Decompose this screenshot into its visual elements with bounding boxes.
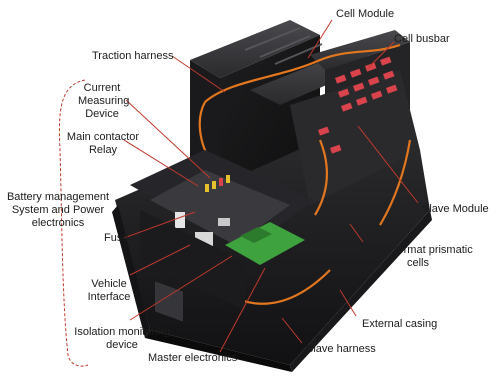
label-traction-harness: Traction harness bbox=[92, 50, 174, 62]
label-current-measuring-line3: Device bbox=[85, 108, 119, 120]
label-vehicle-interface-line2: Interface bbox=[87, 291, 131, 303]
label-external-casing: External casing bbox=[362, 318, 438, 330]
label-large-format-prismatic-cells bbox=[356, 244, 480, 270]
label-large-format-line1: Large format prismatic bbox=[363, 244, 473, 256]
label-bms-line3: electronics bbox=[31, 217, 85, 229]
label-cell-module: Cell Module bbox=[336, 8, 395, 20]
label-large-format-line2: cells bbox=[406, 257, 429, 269]
label-master-electronics: Master electronics bbox=[148, 352, 238, 364]
label-fuse: Fuse bbox=[104, 232, 129, 244]
label-slave-harness: Slave harness bbox=[306, 343, 376, 355]
label-battery-management-system bbox=[0, 191, 116, 230]
label-current-measuring-line1: Current bbox=[83, 82, 121, 94]
label-vehicle-interface-line1: Vehicle bbox=[91, 278, 127, 290]
label-main-contactor-line1: Main contactor bbox=[66, 131, 140, 143]
label-current-measuring-device bbox=[78, 82, 130, 121]
label-vehicle-interface bbox=[86, 278, 132, 304]
label-bms-line1: Battery management bbox=[6, 191, 110, 203]
label-bms-line2: System and Power bbox=[11, 204, 105, 216]
label-main-contactor-relay bbox=[62, 131, 144, 157]
label-isolation-line2: device bbox=[106, 339, 138, 351]
label-main-contactor-line2: Relay bbox=[88, 144, 118, 156]
label-isolation-monitoring-device bbox=[68, 326, 176, 352]
label-slave-module: Slave Module bbox=[422, 203, 489, 215]
label-cell-busbar: Cell busbar bbox=[394, 33, 450, 45]
label-current-measuring-line2: Measuring bbox=[78, 95, 130, 107]
label-isolation-line1: Isolation monitoring bbox=[74, 326, 170, 338]
